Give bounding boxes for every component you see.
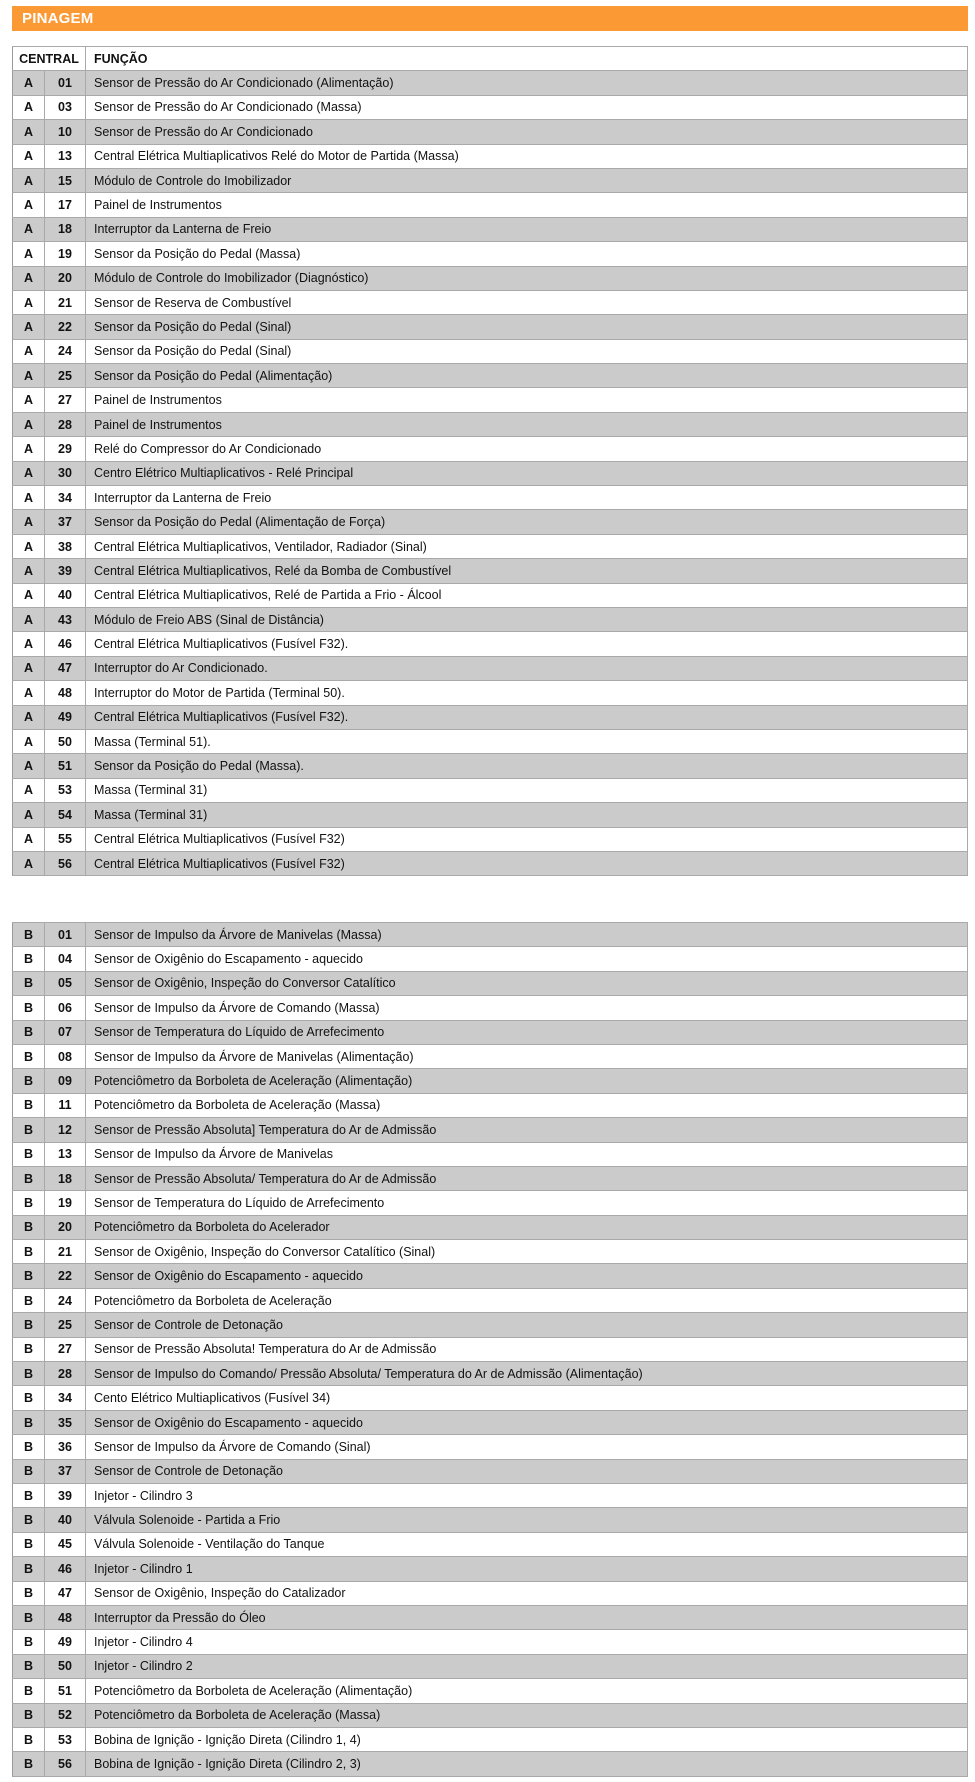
central-cell: A [13,705,45,729]
table-row [13,559,968,583]
table-row [13,193,968,217]
function-cell: Válvula Solenoide - Ventilação do Tanque [86,1532,968,1556]
table-row [13,1020,968,1044]
pin-cell: 51 [45,754,86,778]
central-cell: A [13,315,45,339]
function-cell: Interruptor da Pressão do Óleo [86,1605,968,1629]
pin-cell: 20 [45,266,86,290]
table-row [13,1313,968,1337]
table-row [13,1142,968,1166]
function-cell: Sensor de Oxigênio, Inspeção do Conversor Catalítico [86,971,968,995]
function-cell: Sensor da Posição do Pedal (Massa). [86,754,968,778]
table-row [13,510,968,534]
pin-cell: 21 [45,1240,86,1264]
pin-cell: 53 [45,778,86,802]
central-cell: B [13,1313,45,1337]
central-cell: A [13,364,45,388]
function-cell: Injetor - Cilindro 2 [86,1654,968,1678]
table-row [13,1215,968,1239]
function-cell: Potenciômetro da Borboleta de Aceleração (Alimentação) [86,1069,968,1093]
table-row [13,1166,968,1190]
pin-cell: 49 [45,1630,86,1654]
central-cell: A [13,510,45,534]
table-row [13,632,968,656]
table-row [13,827,968,851]
central-cell: A [13,607,45,631]
table-row [13,486,968,510]
pin-cell: 45 [45,1532,86,1556]
function-cell: Módulo de Controle do Imobilizador (Diagnóstico) [86,266,968,290]
pin-cell: 28 [45,412,86,436]
function-cell: Sensor de Impulso da Árvore de Comando (Sinal) [86,1435,968,1459]
function-cell: Potenciômetro da Borboleta de Aceleração (Massa) [86,1093,968,1117]
table-row [13,242,968,266]
header-funcao: FUNÇÃO [86,47,968,71]
central-cell: A [13,827,45,851]
pin-cell: 47 [45,1581,86,1605]
pin-cell: 09 [45,1069,86,1093]
function-cell: Sensor de Impulso da Árvore de Manivelas [86,1142,968,1166]
function-cell: Sensor da Posição do Pedal (Alimentação de Força) [86,510,968,534]
table-row [13,144,968,168]
function-cell: Válvula Solenoide - Partida a Frio [86,1508,968,1532]
central-cell: B [13,1166,45,1190]
pin-cell: 54 [45,803,86,827]
pin-cell: 56 [45,1752,86,1776]
central-cell: B [13,923,45,947]
pin-cell: 37 [45,510,86,534]
table-row [13,803,968,827]
function-cell: Sensor da Posição do Pedal (Sinal) [86,339,968,363]
function-cell: Central Elétrica Multiaplicativos (Fusível F32) [86,851,968,875]
pin-cell: 22 [45,1264,86,1288]
pin-cell: 25 [45,364,86,388]
table-row [13,754,968,778]
pin-cell: 36 [45,1435,86,1459]
table-row [13,1288,968,1312]
table-row [13,851,968,875]
central-cell: B [13,1020,45,1044]
central-cell: A [13,754,45,778]
pin-cell: 55 [45,827,86,851]
table-row [13,1727,968,1751]
function-cell: Sensor de Pressão do Ar Condicionado [86,120,968,144]
central-cell: A [13,583,45,607]
pin-cell: 01 [45,923,86,947]
central-cell: A [13,437,45,461]
table-row [13,71,968,95]
function-cell: Sensor de Impulso da Árvore de Manivelas (Alimentação) [86,1044,968,1068]
central-cell: A [13,290,45,314]
table-row [13,1362,968,1386]
central-cell: B [13,1142,45,1166]
table-row [13,681,968,705]
pin-cell: 20 [45,1215,86,1239]
table-row [13,1118,968,1142]
table-row [13,290,968,314]
function-cell: Módulo de Freio ABS (Sinal de Distância) [86,607,968,631]
central-cell: B [13,971,45,995]
pin-cell: 56 [45,851,86,875]
function-cell: Sensor de Impulso da Árvore de Manivelas (Massa) [86,923,968,947]
table-row [13,1240,968,1264]
central-cell: B [13,1727,45,1751]
pin-cell: 18 [45,217,86,241]
function-cell: Painel de Instrumentos [86,388,968,412]
pin-cell: 10 [45,120,86,144]
table-row [13,1459,968,1483]
pin-cell: 34 [45,486,86,510]
central-cell: B [13,1337,45,1361]
central-cell: B [13,1581,45,1605]
function-cell: Sensor de Temperatura do Líquido de Arrefecimento [86,1191,968,1215]
function-cell: Injetor - Cilindro 1 [86,1557,968,1581]
function-cell: Sensor da Posição do Pedal (Massa) [86,242,968,266]
pin-cell: 37 [45,1459,86,1483]
function-cell: Potenciômetro da Borboleta de Aceleração [86,1288,968,1312]
table-row [13,971,968,995]
pin-cell: 07 [45,1020,86,1044]
table-row [13,1605,968,1629]
pinout-table-central-b [12,922,968,1777]
table-header-row [13,47,968,71]
central-cell: B [13,1679,45,1703]
function-cell: Sensor de Pressão do Ar Condicionado (Massa) [86,95,968,119]
function-cell: Central Elétrica Multiaplicativos, Ventilador, Radiador (Sinal) [86,534,968,558]
pin-cell: 11 [45,1093,86,1117]
central-cell: A [13,486,45,510]
table-row [13,996,968,1020]
table-row [13,1069,968,1093]
table-row [13,364,968,388]
central-cell: B [13,1215,45,1239]
pin-cell: 49 [45,705,86,729]
pinout-table-central-a [12,46,968,876]
central-cell: A [13,729,45,753]
pin-cell: 34 [45,1386,86,1410]
function-cell: Sensor de Impulso do Comando/ Pressão Absoluta/ Temperatura do Ar de Admissão (Alimentação) [86,1362,968,1386]
table-a-body [13,71,968,876]
function-cell: Sensor de Pressão do Ar Condicionado (Alimentação) [86,71,968,95]
function-cell: Sensor de Pressão Absoluta] Temperatura do Ar de Admissão [86,1118,968,1142]
table-row [13,1630,968,1654]
pin-cell: 46 [45,632,86,656]
central-cell: B [13,996,45,1020]
function-cell: Central Elétrica Multiaplicativos Relé do Motor de Partida (Massa) [86,144,968,168]
central-cell: B [13,1703,45,1727]
pin-cell: 13 [45,144,86,168]
table-row [13,583,968,607]
pin-cell: 43 [45,607,86,631]
section-title-banner [12,6,968,31]
pin-cell: 18 [45,1166,86,1190]
central-cell: A [13,71,45,95]
central-cell: A [13,266,45,290]
table-row [13,1093,968,1117]
table-row [13,1264,968,1288]
pin-cell: 27 [45,388,86,412]
central-cell: A [13,120,45,144]
table-row [13,461,968,485]
central-cell: B [13,1752,45,1776]
central-cell: B [13,1093,45,1117]
pin-cell: 40 [45,583,86,607]
function-cell: Bobina de Ignição - Ignição Direta (Cilindro 1, 4) [86,1727,968,1751]
function-cell: Sensor de Oxigênio, Inspeção do Catalizador [86,1581,968,1605]
function-cell: Centro Elétrico Multiaplicativos - Relé Principal [86,461,968,485]
central-cell: B [13,1508,45,1532]
function-cell: Central Elétrica Multiaplicativos (Fusível F32). [86,705,968,729]
table-row [13,217,968,241]
pin-cell: 15 [45,168,86,192]
central-cell: B [13,1557,45,1581]
central-cell: B [13,1118,45,1142]
function-cell: Sensor da Posição do Pedal (Alimentação) [86,364,968,388]
function-cell: Cento Elétrico Multiaplicativos (Fusível 34) [86,1386,968,1410]
table-row [13,705,968,729]
function-cell: Massa (Terminal 31) [86,803,968,827]
table-b-body [13,923,968,1777]
pin-cell: 48 [45,681,86,705]
function-cell: Interruptor da Lanterna de Freio [86,486,968,510]
function-cell: Sensor de Controle de Detonação [86,1313,968,1337]
central-cell: A [13,339,45,363]
central-cell: A [13,95,45,119]
pin-cell: 35 [45,1410,86,1434]
central-cell: A [13,778,45,802]
central-cell: A [13,388,45,412]
function-cell: Relé do Compressor do Ar Condicionado [86,437,968,461]
pin-cell: 19 [45,242,86,266]
pin-cell: 08 [45,1044,86,1068]
function-cell: Massa (Terminal 31) [86,778,968,802]
central-cell: A [13,559,45,583]
pin-cell: 17 [45,193,86,217]
central-cell: A [13,681,45,705]
central-cell: A [13,144,45,168]
table-row [13,339,968,363]
central-cell: B [13,947,45,971]
table-row [13,923,968,947]
central-cell: A [13,632,45,656]
central-cell: A [13,534,45,558]
table-row [13,437,968,461]
function-cell: Sensor de Temperatura do Líquido de Arrefecimento [86,1020,968,1044]
table-row [13,1654,968,1678]
central-cell: B [13,1435,45,1459]
function-cell: Interruptor do Motor de Partida (Terminal 50). [86,681,968,705]
pin-cell: 24 [45,339,86,363]
central-cell: B [13,1288,45,1312]
pin-cell: 25 [45,1313,86,1337]
table-row [13,1386,968,1410]
pin-cell: 38 [45,534,86,558]
function-cell: Bobina de Ignição - Ignição Direta (Cilindro 2, 3) [86,1752,968,1776]
central-cell: A [13,656,45,680]
function-cell: Sensor de Oxigênio do Escapamento - aquecido [86,1410,968,1434]
central-cell: A [13,242,45,266]
pin-cell: 03 [45,95,86,119]
table-row [13,534,968,558]
pin-cell: 48 [45,1605,86,1629]
central-cell: A [13,461,45,485]
function-cell: Potenciômetro da Borboleta de Aceleração (Massa) [86,1703,968,1727]
table-row [13,1508,968,1532]
pin-cell: 29 [45,437,86,461]
pin-cell: 21 [45,290,86,314]
table-row [13,1044,968,1068]
table-row [13,1337,968,1361]
function-cell: Sensor de Pressão Absoluta/ Temperatura do Ar de Admissão [86,1166,968,1190]
pin-cell: 24 [45,1288,86,1312]
central-cell: B [13,1264,45,1288]
central-cell: B [13,1630,45,1654]
header-central: CENTRAL [13,47,86,71]
central-cell: B [13,1044,45,1068]
central-cell: B [13,1654,45,1678]
function-cell: Sensor de Oxigênio do Escapamento - aquecido [86,1264,968,1288]
table-row [13,315,968,339]
table-row [13,388,968,412]
function-cell: Interruptor do Ar Condicionado. [86,656,968,680]
central-cell: B [13,1240,45,1264]
pin-cell: 13 [45,1142,86,1166]
function-cell: Painel de Instrumentos [86,412,968,436]
central-cell: A [13,803,45,827]
function-cell: Central Elétrica Multiaplicativos, Relé de Partida a Frio - Álcool [86,583,968,607]
section-title: PINAGEM [22,10,94,27]
central-cell: B [13,1386,45,1410]
table-row [13,1483,968,1507]
function-cell: Sensor de Oxigênio, Inspeção do Conversor Catalítico (Sinal) [86,1240,968,1264]
pin-cell: 39 [45,1483,86,1507]
function-cell: Injetor - Cilindro 4 [86,1630,968,1654]
pin-cell: 52 [45,1703,86,1727]
function-cell: Central Elétrica Multiaplicativos (Fusível F32) [86,827,968,851]
pin-cell: 53 [45,1727,86,1751]
central-cell: B [13,1191,45,1215]
function-cell: Injetor - Cilindro 3 [86,1483,968,1507]
table-row [13,1532,968,1556]
table-row [13,1581,968,1605]
table-row [13,1435,968,1459]
table-row [13,412,968,436]
table-row [13,1679,968,1703]
function-cell: Painel de Instrumentos [86,193,968,217]
function-cell: Central Elétrica Multiaplicativos, Relé da Bomba de Combustível [86,559,968,583]
pin-cell: 19 [45,1191,86,1215]
central-cell: A [13,193,45,217]
function-cell: Sensor de Controle de Detonação [86,1459,968,1483]
function-cell: Sensor da Posição do Pedal (Sinal) [86,315,968,339]
table-row [13,729,968,753]
table-row [13,95,968,119]
pin-cell: 30 [45,461,86,485]
central-cell: A [13,412,45,436]
table-row [13,1410,968,1434]
central-cell: B [13,1410,45,1434]
function-cell: Potenciômetro da Borboleta de Aceleração (Alimentação) [86,1679,968,1703]
table-row [13,1191,968,1215]
central-cell: B [13,1362,45,1386]
central-cell: B [13,1459,45,1483]
table-row [13,607,968,631]
pin-cell: 04 [45,947,86,971]
pin-cell: 12 [45,1118,86,1142]
central-cell: A [13,851,45,875]
pin-cell: 05 [45,971,86,995]
function-cell: Sensor de Impulso da Árvore de Comando (Massa) [86,996,968,1020]
table-row [13,947,968,971]
function-cell: Potenciômetro da Borboleta do Acelerador [86,1215,968,1239]
central-cell: A [13,168,45,192]
pin-cell: 06 [45,996,86,1020]
table-row [13,778,968,802]
central-cell: B [13,1532,45,1556]
function-cell: Interruptor da Lanterna de Freio [86,217,968,241]
function-cell: Sensor de Pressão Absoluta! Temperatura do Ar de Admissão [86,1337,968,1361]
table-row [13,1703,968,1727]
pin-cell: 50 [45,729,86,753]
table-row [13,1752,968,1776]
function-cell: Massa (Terminal 51). [86,729,968,753]
pin-cell: 01 [45,71,86,95]
table-row [13,120,968,144]
pin-cell: 27 [45,1337,86,1361]
table-row [13,168,968,192]
pin-cell: 50 [45,1654,86,1678]
central-cell: B [13,1069,45,1093]
pin-cell: 47 [45,656,86,680]
function-cell: Central Elétrica Multiaplicativos (Fusível F32). [86,632,968,656]
pin-cell: 46 [45,1557,86,1581]
table-row [13,266,968,290]
central-cell: B [13,1605,45,1629]
central-cell: A [13,217,45,241]
table-row [13,1557,968,1581]
function-cell: Módulo de Controle do Imobilizador [86,168,968,192]
table-row [13,656,968,680]
pin-cell: 51 [45,1679,86,1703]
pin-cell: 22 [45,315,86,339]
function-cell: Sensor de Reserva de Combustível [86,290,968,314]
pin-cell: 28 [45,1362,86,1386]
pin-cell: 39 [45,559,86,583]
central-cell: B [13,1483,45,1507]
function-cell: Sensor de Oxigênio do Escapamento - aquecido [86,947,968,971]
pin-cell: 40 [45,1508,86,1532]
